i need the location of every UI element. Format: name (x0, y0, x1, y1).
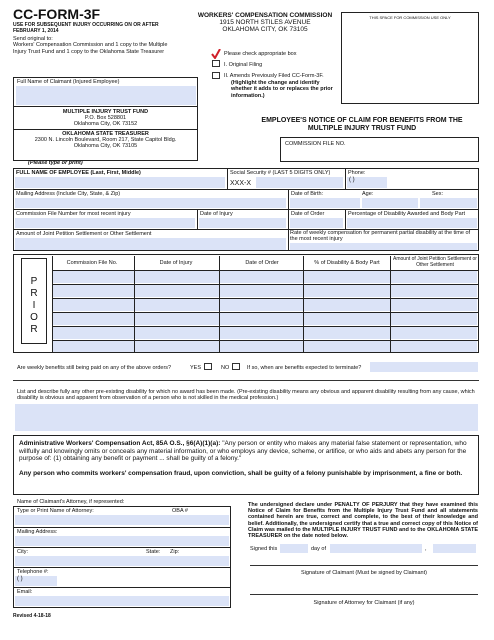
pct-disability-input[interactable] (347, 218, 477, 228)
fraud-citation: Administrative Workers' Compensation Act, 85A O.S., §6(A)(1)(a): (19, 440, 221, 447)
attorney-signature-label: Signature of Attorney for Claimant (if any) (313, 600, 415, 606)
mitf-city: Oklahoma City, OK 73152 (73, 121, 138, 127)
prior-header-injury: Date of Injury (159, 260, 193, 266)
weekly-no-label: NO (221, 365, 230, 371)
prior-header-order: Date of Order (245, 260, 279, 266)
date-order-label: Date of Order (291, 211, 325, 217)
prior-header-file: Commission File No. (66, 260, 118, 266)
prior-row-6[interactable] (53, 341, 477, 352)
attorney-name-input[interactable] (15, 515, 229, 525)
prior-row-1[interactable] (53, 271, 477, 283)
claimant-signature-label: Signature of Claimant (Must be signed by Claimant) (301, 570, 427, 576)
date-order-input[interactable] (290, 218, 343, 228)
file-no-recent-input[interactable] (15, 218, 195, 228)
notice-title: EMPLOYEE'S NOTICE OF CLAIM FOR BENEFITS FROM THE MULTIPLE INJURY TRUST FUND (261, 117, 463, 132)
attorney-email-input[interactable] (15, 596, 229, 606)
attorney-name-label: Type or Print Name of Attorney: (17, 508, 94, 514)
attorney-mailing-input[interactable] (15, 536, 229, 546)
treasurer-name: OKLAHOMA STATE TREASURER (62, 131, 149, 137)
prior-row-4[interactable] (53, 313, 477, 325)
attorney-state-label: State: (146, 549, 161, 555)
claimant-signature-line[interactable] (250, 565, 478, 566)
phone-input[interactable]: ( ) (347, 177, 387, 188)
signed-day-input[interactable] (280, 544, 308, 553)
ssn-prefix: XXX-X (230, 180, 252, 187)
mailing-label: Mailing Address (Include City, State, & Zip) (16, 191, 121, 197)
dob-input[interactable] (290, 198, 360, 208)
age-input[interactable] (362, 198, 418, 208)
weekly-if-so: If so, when are benefits expected to terminate? (247, 365, 362, 371)
rate-weekly-input[interactable] (290, 243, 477, 250)
date-injury-input[interactable] (199, 218, 286, 228)
attorney-email-label: Email: (17, 589, 33, 595)
mitf-name: MULTIPLE INJURY TRUST FUND (62, 109, 149, 115)
prior-row-3[interactable] (53, 299, 477, 311)
age-label: Age: (362, 191, 374, 197)
prior-header-settlement: Amount of Joint Petition Settlement or Other Settlement (393, 256, 477, 268)
file-no-recent-label: Commission File Number for most recent injury (16, 211, 131, 217)
use-note: USE FOR SUBSEQUENT INJURY OCCURRING ON OR AFTER FEBRUARY 1, 2014 (13, 22, 159, 34)
attorney-signature-line[interactable] (250, 594, 478, 595)
treasurer-city: Oklahoma City, OK 73105 (73, 143, 138, 149)
weekly-no-checkbox[interactable] (232, 363, 240, 370)
attorney-city-input[interactable] (15, 556, 229, 566)
signed-this-label: Signed this (250, 546, 278, 552)
phone-label: Phone: (348, 170, 366, 176)
signed-year-input[interactable] (433, 544, 476, 553)
preexisting-input[interactable] (15, 404, 478, 431)
fraud-felony: Any person who commits workers' compensation fraud, upon conviction, shall be guilty of a felony punishable by imprisonment, a fine or both. (19, 470, 463, 477)
ssn-input[interactable] (256, 177, 343, 188)
declaration-text: The undersigned declare under PENALTY OF PERJURY that they have examined this Notice of Claim for Benefits from the Multiple Injury Trust Fund and all statements contained herein are true, correct and complete, to the best of their knowledge and belief. Additionally, the undersigned certify that a true and correct copy of this Notice of Claim was mailed to the MULTIPLE INJURY TRUST FUND and to the OKLAHOMA STATE TREASURER on the date noted below. (248, 502, 478, 540)
attorney-city-label: City: (17, 549, 28, 555)
print-note: (Please type or print) (28, 160, 83, 166)
sex-input[interactable] (420, 198, 477, 208)
pct-disability-label: Percentage of Disability Awarded and Body Part (348, 211, 465, 217)
sex-label: Sex: (432, 191, 444, 197)
joint-petition-label: Amount of Joint Petition Settlement or Other Settlement (16, 231, 152, 237)
joint-petition-input[interactable] (15, 238, 286, 250)
date-injury-label: Date of Injury (200, 211, 233, 217)
treasurer-address: 2300 N. Lincoln Boulevard, Room 217, State Capitol Bldg. (34, 137, 177, 143)
weekly-yes-checkbox[interactable] (204, 363, 212, 370)
check-note: Please check appropriate box (224, 51, 297, 57)
prior-row-2[interactable] (53, 285, 477, 297)
revised-note: Revised 4-18-18 (13, 613, 51, 619)
mailing-input[interactable] (15, 198, 286, 208)
weekly-question: Are weekly benefits still being paid on any of the above orders? (17, 365, 172, 371)
commission-use-box (341, 12, 479, 104)
attorney-heading: Name of Claimant's Attorney, if represented: (17, 499, 125, 505)
amends-label: II. Amends Previously Filed CC-Form-3F. (224, 73, 324, 79)
mitf-address: P.O. Box 528801 (84, 115, 127, 121)
fraud-body: "Any person or entity who makes any material false statement or representation, who willfully and knowingly omits or conceals any material information, or who employs any device, scheme, or artifice, or who aids and abets any person for the purpose of: (1) obtaining any benefit or payment ... shall be guilty of a felony." (19, 440, 467, 463)
commission-use-label: THIS SPACE FOR COMMISSION USE ONLY (369, 15, 451, 20)
fraud-warning-text (19, 440, 474, 463)
attorney-oba-label: OBA # (172, 508, 188, 514)
claimant-name-label: Full Name of Claimant (Injured Employee) (17, 79, 120, 85)
commission-address: 1915 NORTH STILES AVENUE (219, 19, 311, 26)
commission-file-label: COMMISSION FILE NO. (285, 141, 346, 147)
attorney-telephone-label: Telephone #: (17, 569, 49, 575)
attorney-telephone-input[interactable]: ( ) (15, 576, 57, 586)
date-comma: , (425, 546, 427, 552)
commission-file-box (280, 137, 479, 162)
original-filing-label: I. Original Filing (224, 62, 263, 68)
preexisting-text: List and describe fully any other pre-existing disability for which no award has been made. (Pre-existing disability means any obvious and apparent disability resulting from any cause, which disability is obvious and apparent from observation of a person who is not skilled in the medical profession.) (17, 389, 475, 402)
prior-row-5[interactable] (53, 327, 477, 339)
check-mark-icon (211, 46, 221, 56)
signed-month-input[interactable] (330, 544, 422, 553)
attorney-zip-label: Zip: (170, 549, 180, 555)
send-original: Send original to: Workers' Compensation Commission and 1 copy to the Multiple Injury Trust Fund and 1 copy to the Oklahoma State Treasurer (13, 36, 168, 55)
form-id: CC-FORM-3F (13, 6, 101, 22)
attorney-mailing-label: Mailing Address: (17, 529, 58, 535)
weekly-yes-label: YES (190, 365, 202, 371)
amends-note: (Highlight the change and identify whether it adds to or replaces the prior information.) (231, 80, 333, 99)
claimant-name-input[interactable] (16, 86, 196, 105)
prior-header-disability: % of Disability & Body Part (314, 260, 380, 266)
employee-name-label: FULL NAME OF EMPLOYEE (Last, First, Middle) (16, 170, 141, 176)
commission-city: OKLAHOMA CITY, OK 73105 (222, 26, 308, 33)
weekly-terminate-input[interactable] (370, 362, 478, 372)
employee-name-input[interactable] (15, 177, 225, 188)
amends-checkbox[interactable] (212, 72, 220, 79)
commission-name: WORKERS' COMPENSATION COMMISSION (197, 12, 333, 19)
day-of-label: day of (311, 546, 326, 552)
prior-side-label: P R I O R (30, 276, 38, 335)
ssn-label: Social Security # (LAST 5 DIGITS ONLY) (230, 170, 331, 176)
original-filing-checkbox[interactable] (212, 60, 220, 67)
rate-weekly-label: Rate of weekly compensation for permanent partial disability at the time of the most recent injury (290, 230, 471, 242)
dob-label: Date of Birth: (291, 191, 324, 197)
